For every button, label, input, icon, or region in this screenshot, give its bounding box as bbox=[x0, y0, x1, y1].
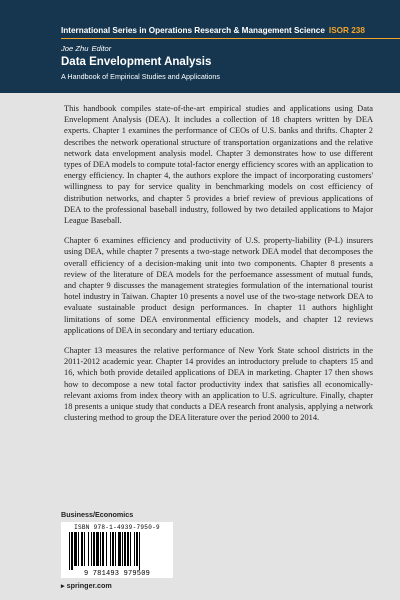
book-title: Data Envelopment Analysis bbox=[61, 56, 212, 68]
blurb-paragraph: This handbook compiles state-of-the-art empirical studies and applications using Data Envelopment Analysis (DEA). It includes a collection of 18 chapters written by DEA experts. Chapter 1 examines the performance of CEOs of U.S. banks and thrifts. Chapter 2 describes the network operational structure of transportation organizations and the relative network data envelopment analysis model. Chapter 3 demonstrates how to use different types of DEA models to compute total-factor energy efficiency scores with an application to energy efficiency. In chapter 4, the authors explore the impact of incorporating customers' willingness to pay for service quality in benchmarking models on cost efficiency of distribution networks, and chapter 5 provides a brief review of previous applications of DEA to the professional baseball industry, followed by two detailed applications to Major League Baseball. bbox=[64, 104, 373, 226]
series-title: International Series in Operations Research & Management Science bbox=[61, 26, 325, 35]
barcode-digits: 9 781493 979509 bbox=[83, 570, 150, 578]
editor-line bbox=[61, 44, 111, 53]
isbn-label: ISBN 978-1-4939-7950-9 bbox=[74, 524, 160, 531]
barcode-bars bbox=[69, 532, 165, 570]
header-band bbox=[0, 0, 400, 93]
blurb-paragraph: Chapter 6 examines efficiency and productivity of U.S. property-liability (P-L) insurers using DEA, while chapter 7 presents a two-stage network DEA model that decomposes the overall efficiency of a decision-making unit into two components. Chapter 8 presents a review of the literature of DEA models for the perfoemance assessment of mutual funds, and chapter 9 discusses the management strategies formulation of the international tourist hotel industry in Taiwan. Chapter 10 presents a novel use of the two-stage network DEA to evaluate sustainable product design performances. In chapter 11 authors highlight limitations of some DEA environmental efficiency models, and chapter 12 reviews applications of DEA in secondary and tertiary education. bbox=[64, 236, 373, 335]
series-title-line bbox=[61, 26, 391, 35]
isbn-barcode bbox=[61, 522, 173, 578]
blurb-paragraph: Chapter 13 measures the relative performance of New York State school districts in the 2011-2012 academic year. Chapter 14 provides an introductory prelude to chapters 15 and 16, which both provide detailed applications of DEA in marketing. Chapter 17 then shows how to decompose a new total factor productivity index that satisfies all economically-relevant axioms from index theory with an application to U.S. agriculture. Finally, chapter 18 presents a unique study that conducts a DEA research front analysis, applying a network clustering method to group the DEA literature over the period 2000 to 2014. bbox=[64, 346, 373, 423]
header-divider bbox=[61, 38, 400, 39]
series-number: ISOR 238 bbox=[328, 26, 365, 35]
book-subtitle: A Handbook of Empirical Studies and Applications bbox=[61, 72, 221, 81]
editor-role: Editor bbox=[91, 44, 112, 53]
editor-name: Joe Zhu bbox=[61, 44, 89, 53]
publisher-url: ▸ springer.com bbox=[61, 581, 112, 590]
subject-category: Business/Economics bbox=[61, 510, 134, 519]
blurb-text bbox=[64, 103, 373, 432]
